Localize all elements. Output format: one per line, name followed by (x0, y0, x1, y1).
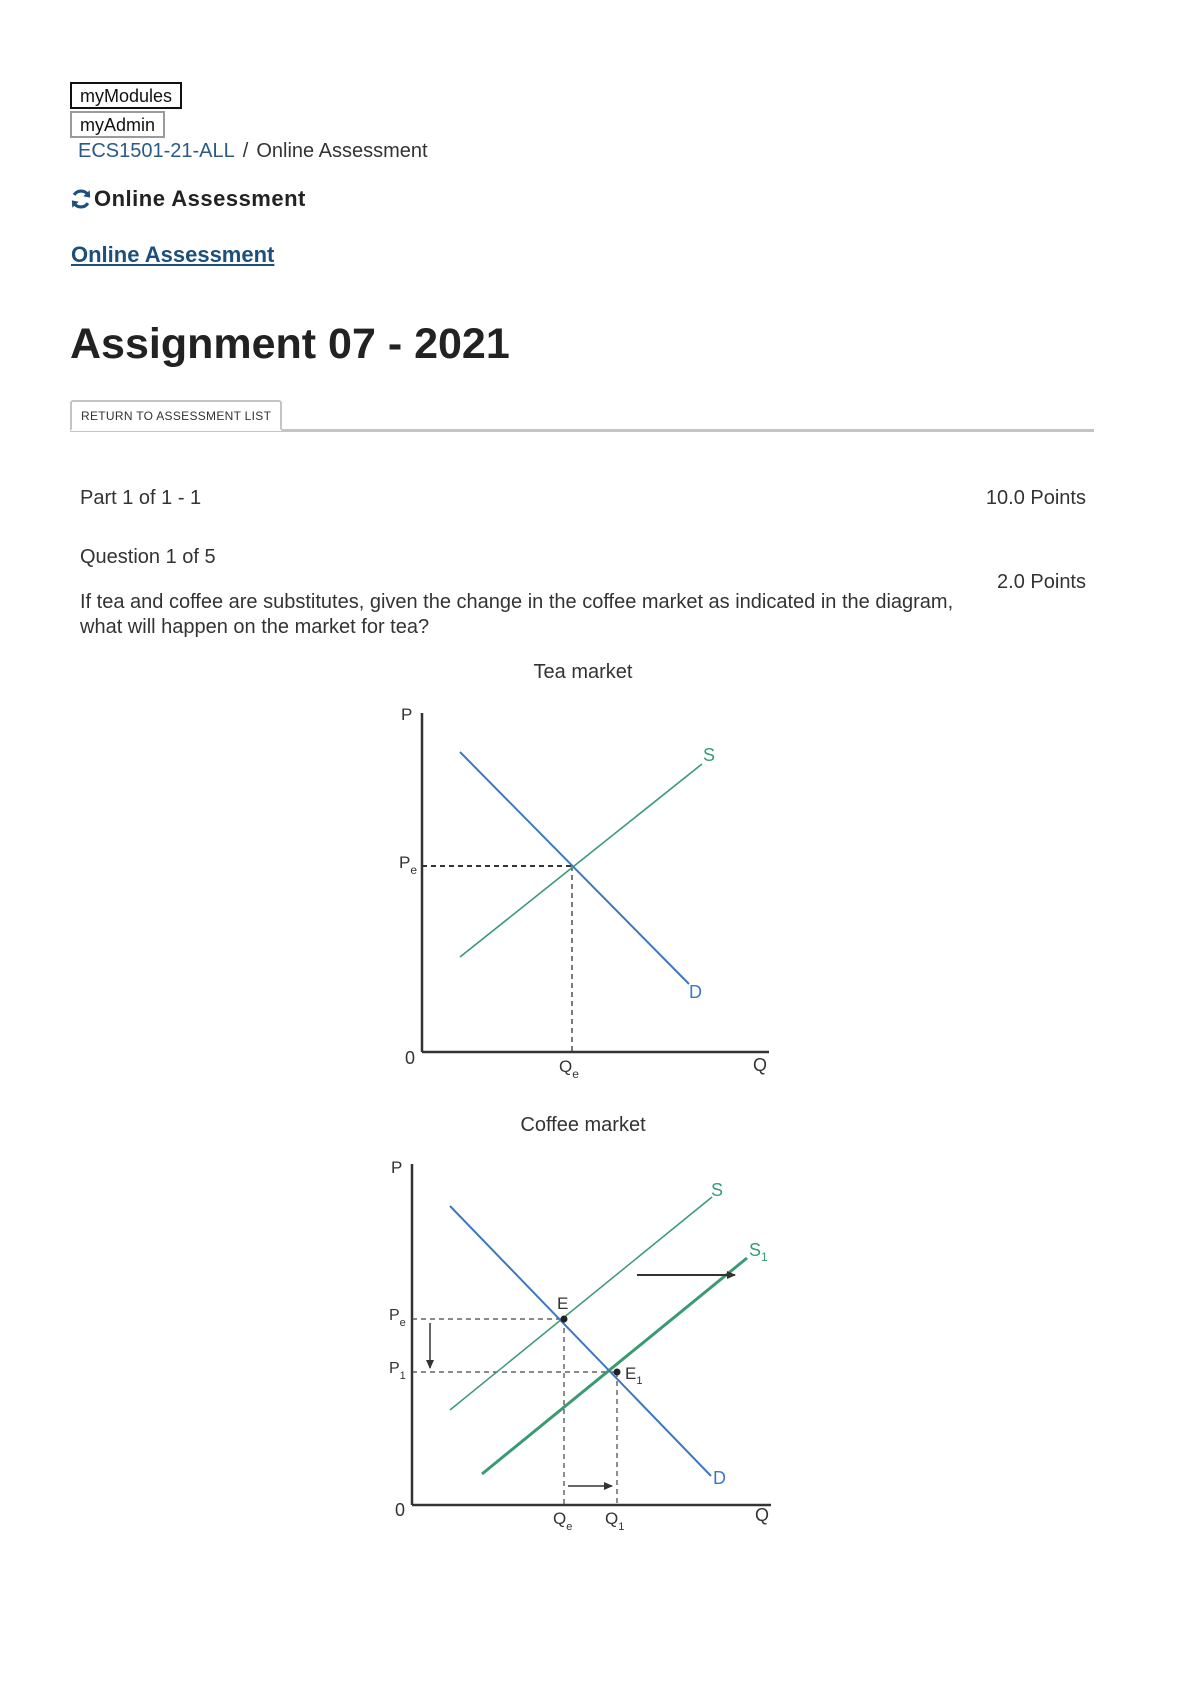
coffee-y-axis-label: P (391, 1158, 403, 1177)
coffee-point-e1 (614, 1369, 621, 1376)
page-title: Assignment 07 - 2021 (70, 320, 510, 368)
coffee-q1-label: $Q_1$ (605, 1509, 625, 1533)
question-label: Question 1 of 5 (80, 546, 216, 568)
tool-heading-label: Online Assessment (94, 186, 306, 211)
question-text: If tea and coffee are substitutes, given the change in the coffee market as indicated in the diagram, what will happen on the market for tea? (80, 591, 954, 638)
tea-chart-title: Tea market (533, 661, 633, 683)
breadcrumb (78, 140, 428, 163)
breadcrumb-current: Online Assessment (256, 140, 428, 162)
coffee-qe-label: $Q_e$ (553, 1509, 573, 1533)
coffee-pe-label: $P_e$ (389, 1307, 406, 1329)
coffee-supply-line (450, 1197, 712, 1410)
tea-pe-label: $P_e$ (399, 853, 418, 877)
tea-y-axis-label: P (401, 705, 413, 724)
coffee-supply-label: S (711, 1180, 724, 1200)
breadcrumb-separator: / (242, 140, 249, 162)
refresh-icon (70, 188, 92, 210)
coffee-demand-line (450, 1206, 711, 1476)
coffee-point-e (561, 1316, 568, 1323)
coffee-p1-label: $P_1$ (389, 1360, 406, 1382)
coffee-x-axis-label: Q (755, 1505, 770, 1525)
tool-heading (70, 186, 306, 212)
coffee-demand-label: D (713, 1468, 726, 1488)
tea-origin-label: 0 (405, 1048, 416, 1068)
coffee-market-chart (385, 1150, 785, 1550)
coffee-supply-shifted-line (482, 1258, 747, 1474)
coffee-chart-title: Coffee market (520, 1114, 646, 1136)
coffee-point-e-label: E (557, 1294, 569, 1313)
coffee-origin-label: 0 (395, 1500, 406, 1520)
my-admin-button[interactable]: myAdmin (70, 111, 165, 138)
tea-market-chart (385, 695, 785, 1090)
coffee-point-e1-label: $E_1$ (625, 1364, 643, 1387)
tea-supply-label: S (703, 745, 716, 765)
breadcrumb-course-link[interactable]: ECS1501-21-ALL (78, 140, 235, 162)
online-assessment-link[interactable]: Online Assessment (71, 242, 275, 267)
question-points: 2.0 Points (997, 571, 1086, 593)
part-points: 10.0 Points (985, 487, 1086, 509)
tea-demand-label: D (689, 982, 702, 1002)
return-to-assessment-list-tab[interactable]: RETURN TO ASSESSMENT LIST (70, 400, 282, 431)
tea-x-axis-label: Q (753, 1055, 768, 1075)
my-modules-button[interactable]: myModules (70, 82, 182, 109)
coffee-supply-shifted-label: $S_1$ (749, 1240, 768, 1264)
part-label: Part 1 of 1 - 1 (80, 487, 202, 509)
tea-qe-label: $Q_e$ (559, 1057, 579, 1081)
tea-supply-line (460, 764, 702, 957)
tea-demand-line (460, 752, 689, 984)
